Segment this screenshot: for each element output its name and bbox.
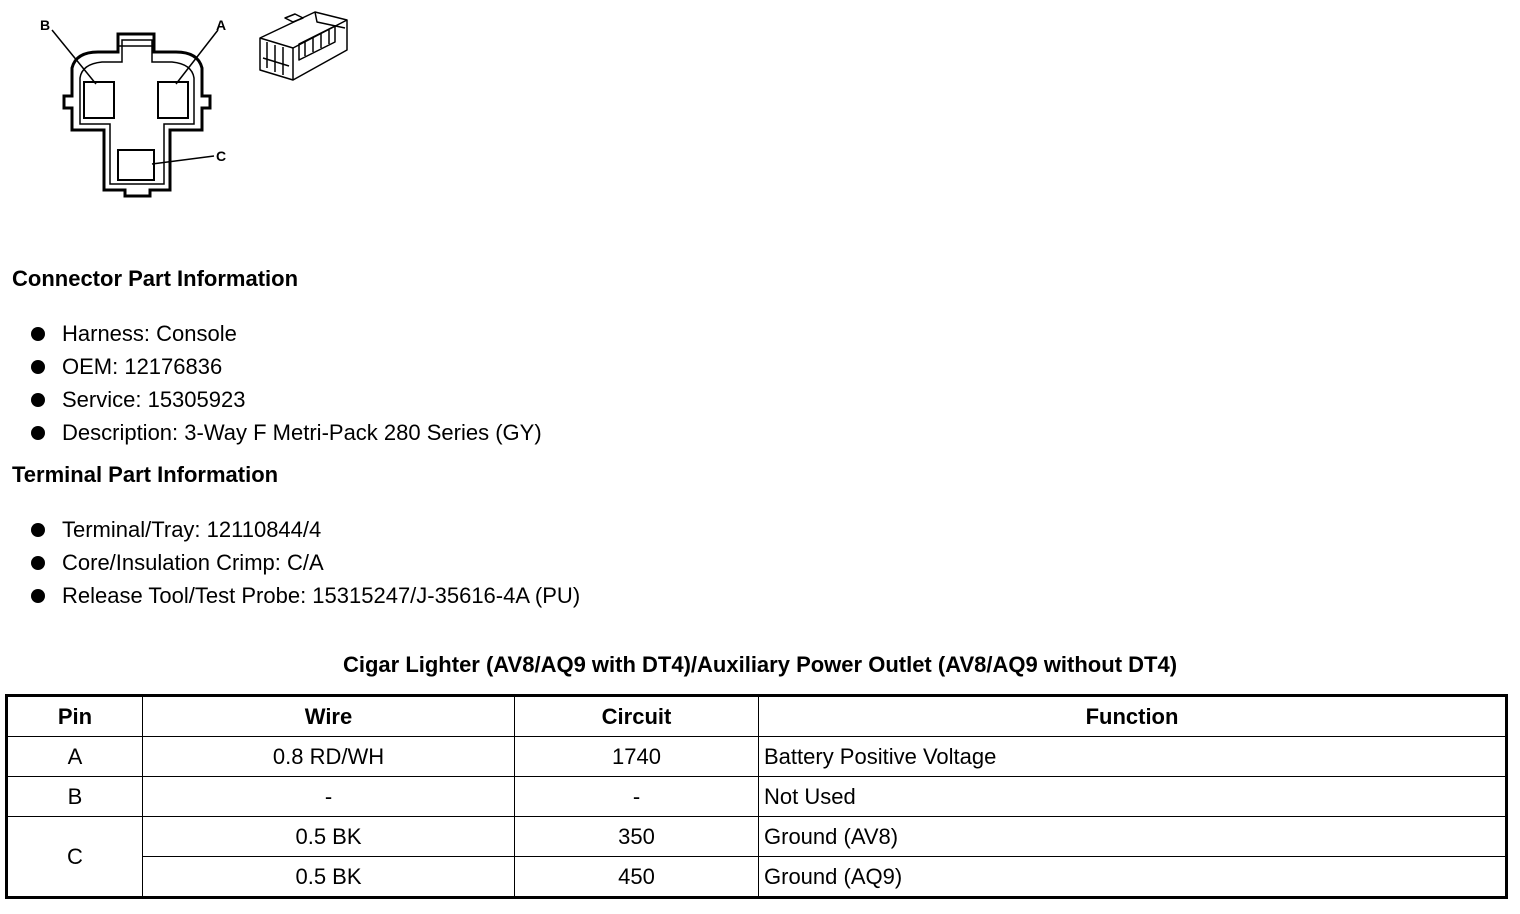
table-header-row (7, 696, 1507, 737)
list-item (28, 579, 580, 612)
pin-table (5, 694, 1508, 899)
list-item (28, 416, 542, 449)
circuit-cell: - (515, 777, 759, 817)
list-item-text: Terminal/Tray: 12110844/4 (62, 517, 322, 542)
list-item-text: Core/Insulation Crimp: C/A (62, 550, 324, 575)
bullet-icon (31, 360, 45, 374)
column-header-pin: Pin (7, 696, 143, 737)
column-header-wire: Wire (143, 696, 515, 737)
wire-cell: 0.5 BK (143, 857, 515, 898)
function-cell: Ground (AQ9) (759, 857, 1507, 898)
list-item (28, 513, 580, 546)
bullet-icon (31, 556, 45, 570)
bullet-icon (31, 393, 45, 407)
column-header-circuit: Circuit (515, 696, 759, 737)
circuit-cell: 350 (515, 817, 759, 857)
pin-cell: B (7, 777, 143, 817)
wire-cell: - (143, 777, 515, 817)
connector-face-diagram (30, 8, 240, 203)
table-row (7, 817, 1507, 857)
column-header-function: Function (759, 696, 1507, 737)
circuit-cell: 450 (515, 857, 759, 898)
connector-isometric-illustration (255, 8, 355, 88)
terminal-info-heading: Terminal Part Information (12, 462, 279, 487)
list-item (28, 317, 542, 350)
table-row (7, 777, 1507, 817)
list-item-text: Release Tool/Test Probe: 15315247/J-35616-4A (PU) (62, 583, 581, 608)
list-item (28, 350, 542, 383)
list-item (28, 546, 580, 579)
list-item-text: Description: 3-Way F Metri-Pack 280 Series (GY) (62, 420, 542, 445)
cavity-label-a: A (216, 17, 227, 33)
function-cell: Ground (AV8) (759, 817, 1507, 857)
bullet-icon (31, 327, 45, 341)
pin-cell: A (7, 737, 143, 777)
list-item (28, 383, 542, 416)
pin-cell: C (7, 817, 143, 898)
function-cell: Not Used (759, 777, 1507, 817)
list-item-text: OEM: 12176836 (62, 354, 223, 379)
bullet-icon (31, 426, 45, 440)
wire-cell: 0.5 BK (143, 817, 515, 857)
connector-info-heading: Connector Part Information (12, 266, 299, 291)
pin-table-title: Cigar Lighter (AV8/AQ9 with DT4)/Auxiliary Power Outlet (AV8/AQ9 without DT4) (342, 652, 1178, 677)
bullet-icon (31, 589, 45, 603)
list-item-text: Harness: Console (62, 321, 237, 346)
list-item-text: Service: 15305923 (62, 387, 246, 412)
terminal-info-list (28, 513, 580, 612)
cavity-label-b: B (40, 17, 51, 33)
circuit-cell: 1740 (515, 737, 759, 777)
bullet-icon (31, 523, 45, 537)
table-row (7, 737, 1507, 777)
cavity-label-c: C (216, 148, 227, 164)
wire-cell: 0.8 RD/WH (143, 737, 515, 777)
connector-info-list (28, 317, 542, 449)
table-row (7, 857, 1507, 898)
function-cell: Battery Positive Voltage (759, 737, 1507, 777)
